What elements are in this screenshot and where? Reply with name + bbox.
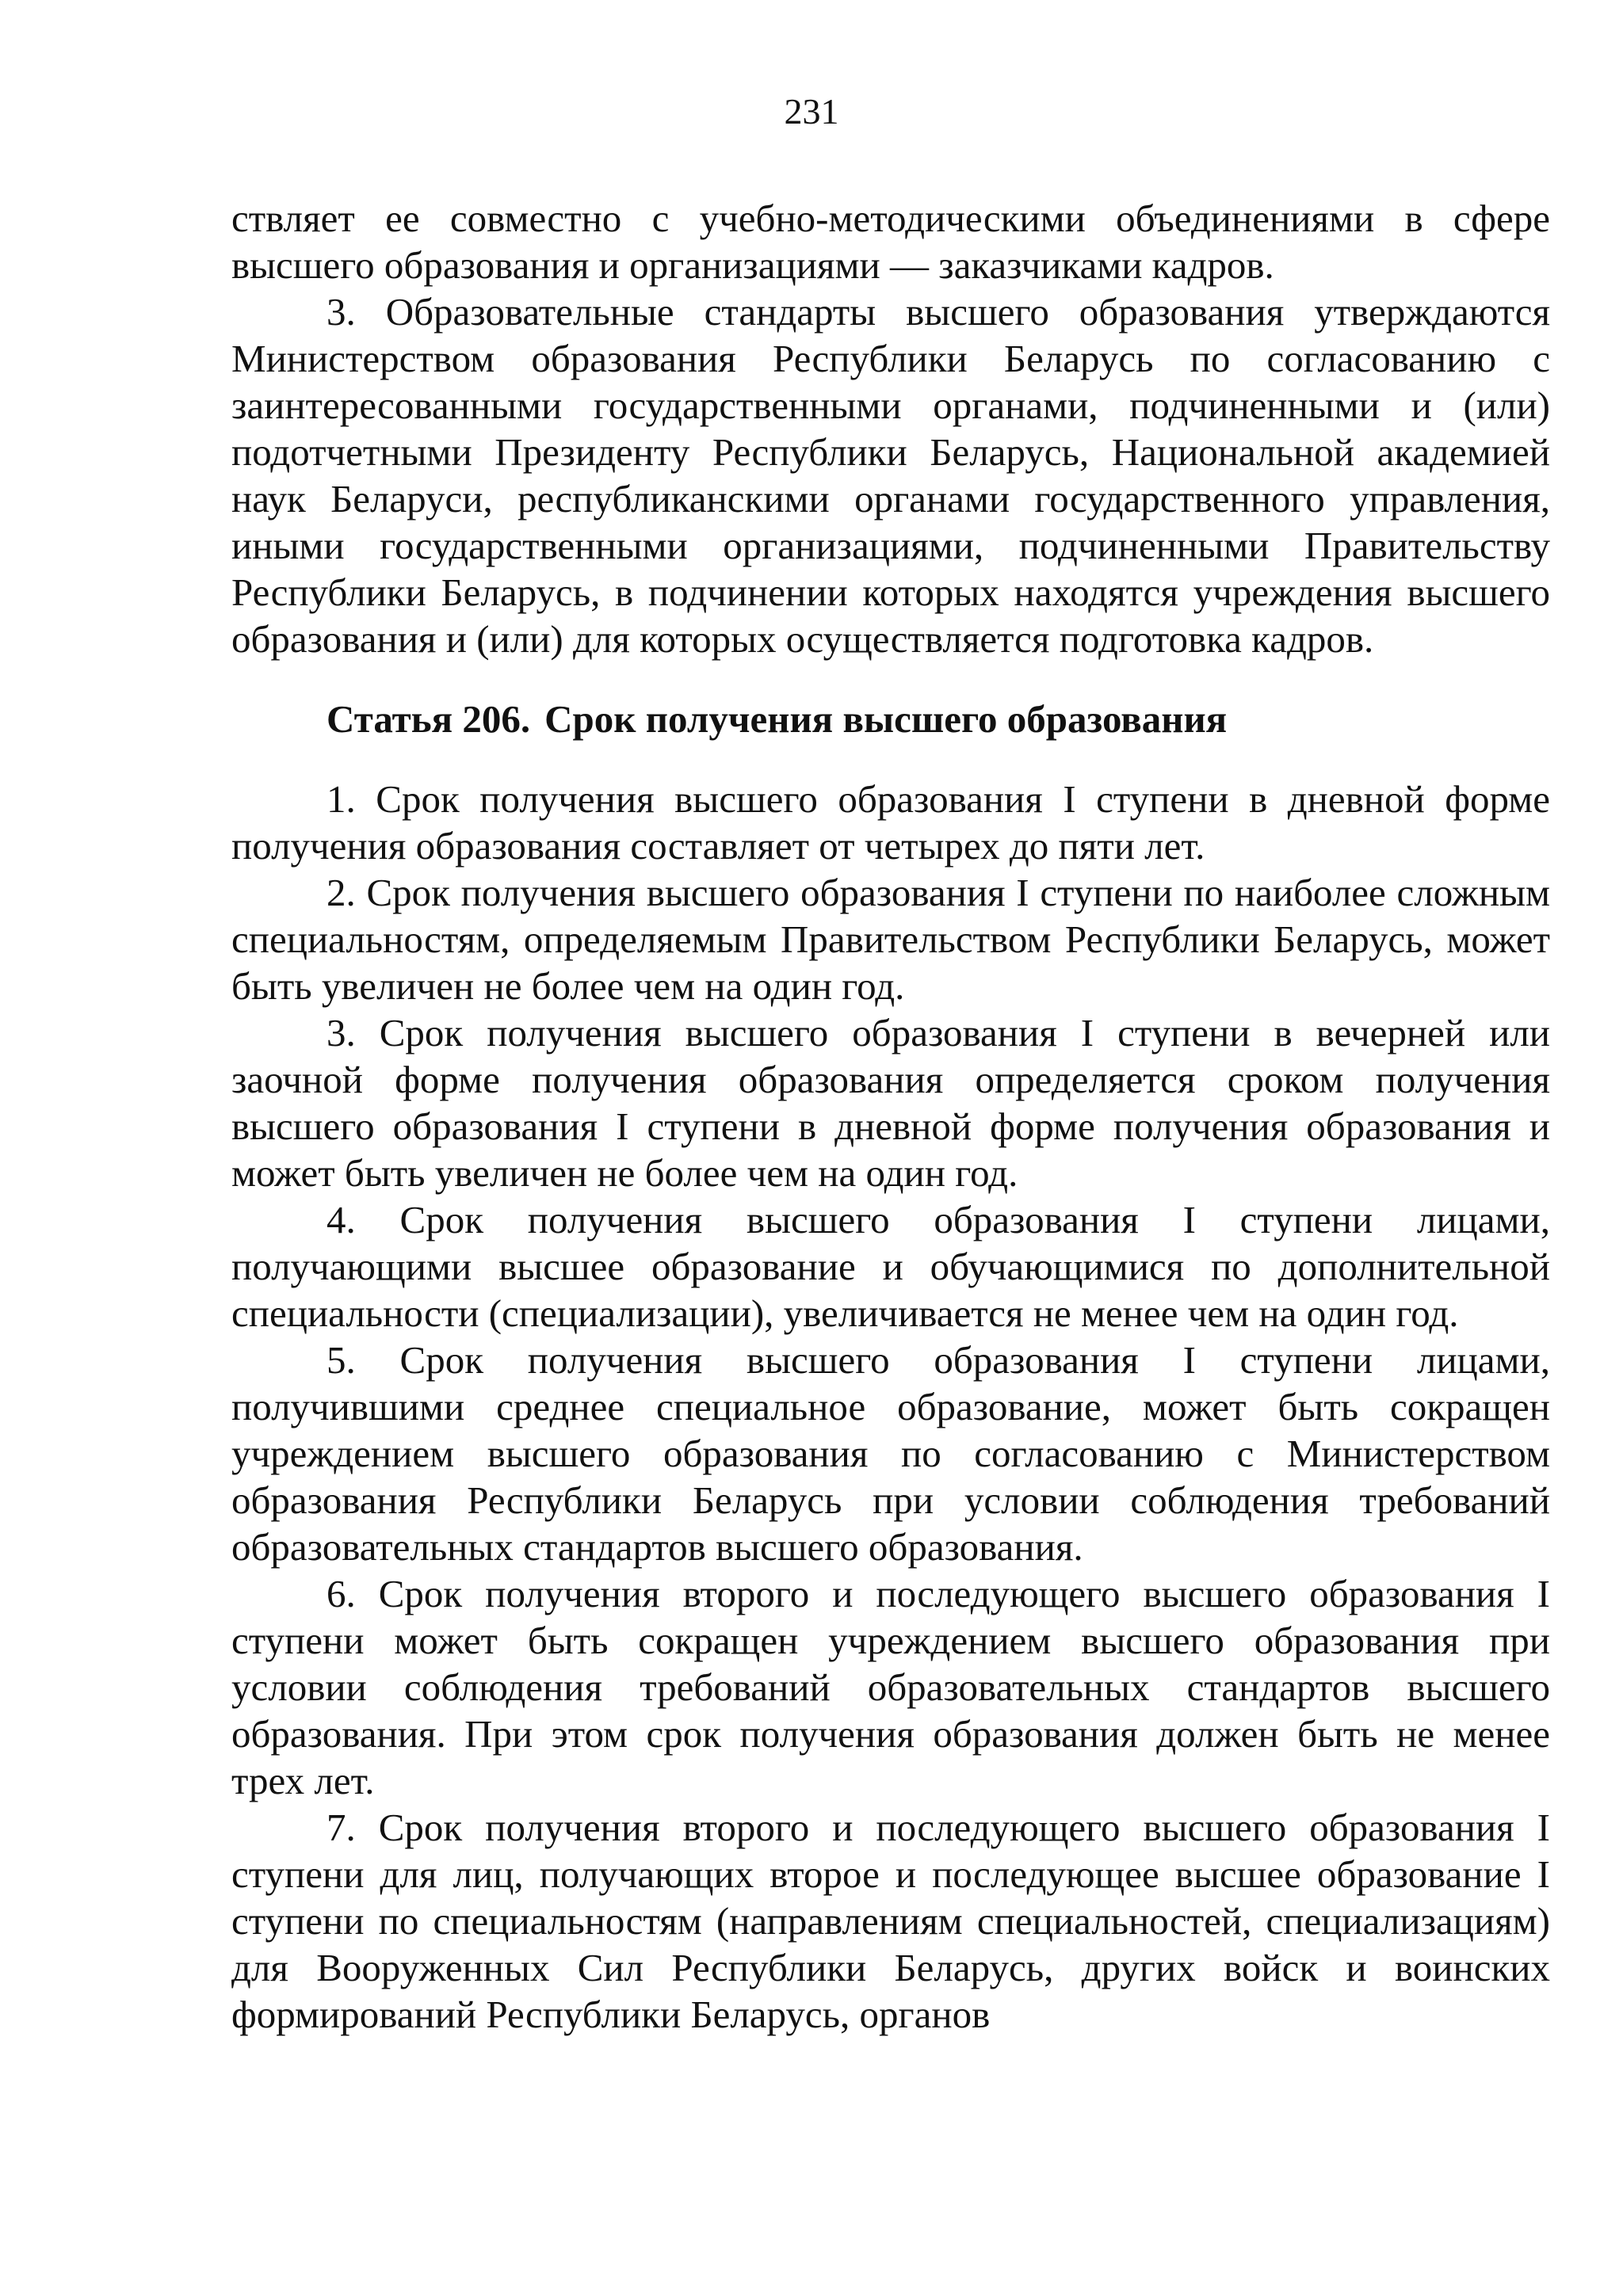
paragraph-3-previous-article: 3. Образовательные стандарты высшего образования утверждаются Министерством образования Республики Беларусь по согласованию с заинтересованными государственными органами, подчиненными и (или) подотчетными Президенту Республики Беларусь, Национальной академией наук Беларуси, республиканскими органами государственного управления, иными государственными организациями, подчиненными Правительству Республики Беларусь, в подчинении которых находятся учреждения высшего образования и (или) для которых осуществляется подготовка кадров. xyxy=(231,290,1550,661)
document-body xyxy=(231,195,1550,2038)
paragraph-3: 3. Срок получения высшего образования I ступени в вечерней или заочной форме получения образования определяется сроком получения высшего образования I ступени в дневной форме получения образования и может быть увеличен не более чем на один год. xyxy=(231,1011,1550,1195)
paragraph-1: 1. Срок получения высшего образования I ступени в дневной форме получения образования составляет от четырех до пяти лет. xyxy=(231,777,1550,868)
paragraph-7: 7. Срок получения второго и последующего высшего образования I ступени для лиц, получающих второе и последующее высшее образование I ступени по специальностям (направлениям специальностей, специализациям) для Вооруженных Сил Республики Беларусь, других войск и воинских формирований Республики Беларусь, органов xyxy=(231,1806,1550,2036)
page-number: 231 xyxy=(784,91,839,132)
paragraph-4: 4. Срок получения высшего образования I ступени лицами, получающими высшее образование и обучающимися по дополнительной специальности (специализации), увеличивается не менее чем на один год. xyxy=(231,1198,1550,1335)
article-title: Срок получения высшего образования xyxy=(544,697,1228,741)
paragraph-2: 2. Срок получения высшего образования I ступени по наиболее сложным специальностям, определяемым Правительством Республики Беларусь, может быть увеличен не более чем на один год. xyxy=(231,871,1550,1008)
article-heading xyxy=(231,696,1550,742)
article-label: Статья 206. xyxy=(327,697,531,741)
paragraph-6: 6. Срок получения второго и последующего высшего образования I ступени может быть сокращен учреждением высшего образования при условии соблюдения требований образовательных стандартов высшего образования. При этом срок получения образования должен быть не менее трех лет. xyxy=(231,1572,1550,1802)
continuation-paragraph: ствляет ее совместно с учебно-методическими объединениями в сфере высшего образования и организациями — заказчиками кадров. xyxy=(231,196,1550,287)
paragraph-5: 5. Срок получения высшего образования I ступени лицами, получившими среднее специальное образование, может быть сокращен учреждением высшего образования по согласованию с Министерством образования Республики Беларусь при условии соблюдения требований образовательных стандартов высшего образования. xyxy=(231,1338,1550,1569)
